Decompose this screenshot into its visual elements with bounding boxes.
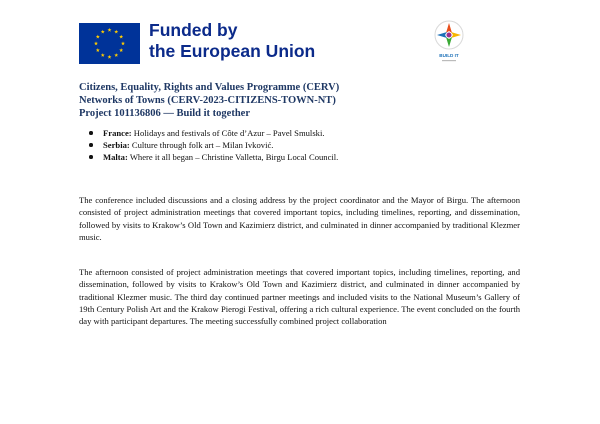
programme-heading [79, 81, 339, 120]
star-icon [121, 41, 125, 45]
body-paragraph: The conference included discussions and a closing address by the project coordinator and the Mayor of Birgu. The afternoon consisted of project administration meetings that covered important topics, including timelines, reporting, and dissemination, followed by visits to Krakow’s Old Town and Kazimierz district, and culminated in dinner accompanied by traditional Klezmer music. [79, 195, 520, 242]
eu-flag-icon [79, 23, 140, 64]
funded-by-eu-text [149, 20, 315, 62]
country-label: Serbia: [103, 140, 130, 150]
star-icon [119, 35, 123, 39]
list-item [87, 127, 338, 139]
logo-graphic [432, 18, 466, 66]
star-icon [101, 30, 105, 34]
heading-line-2: Networks of Towns (CERV-2023-CITIZENS-TOWN-NT) [79, 95, 336, 106]
star-icon [96, 35, 100, 39]
build-it-together-logo [432, 18, 466, 66]
star-icon [96, 48, 100, 52]
star-icon [94, 41, 98, 45]
star-icon [114, 30, 118, 34]
star-icon [108, 28, 112, 32]
list-item-text: Holidays and festivals of Côte d’Azur – Pavel Smulski. [131, 128, 325, 138]
list-item [87, 139, 338, 151]
logo-text: BUILD IT [439, 53, 459, 58]
star-icon [119, 48, 123, 52]
heading-line-3: Project 101136806 — Build it together [79, 108, 250, 119]
heading-line-1: Citizens, Equality, Rights and Values Programme (CERV) [79, 82, 340, 93]
body-paragraph: The afternoon consisted of project administration meetings that covered important topics, including timelines, reporting, and dissemination, followed by visits to Krakow’s Old Town and Kazimierz district, and culminated in dinner accompanied by traditional Klezmer music. The third day continued partner meetings and included visits to the National Museum’s Gallery of 19th Century Polish Art and the Krakow Pierogi Festival, offering a rich cultural experience. The event concluded on the fourth day with participant departures. The meeting successfully combined project collaboration [79, 267, 520, 327]
funded-line-2: the European Union [149, 41, 316, 61]
funded-line-1: Funded by [149, 20, 238, 40]
star-icon [114, 53, 118, 57]
list-item [87, 151, 338, 163]
list-item-text: Culture through folk art – Milan Ivković. [129, 140, 274, 150]
country-label: France: [103, 128, 132, 138]
presentations-list [87, 127, 338, 163]
list-item-text: Where it all began – Christine Valletta, Birgu Local Council. [127, 152, 339, 162]
star-icon [108, 55, 112, 59]
country-label: Malta: [103, 152, 128, 162]
eu-stars [79, 23, 140, 64]
star-icon [101, 53, 105, 57]
